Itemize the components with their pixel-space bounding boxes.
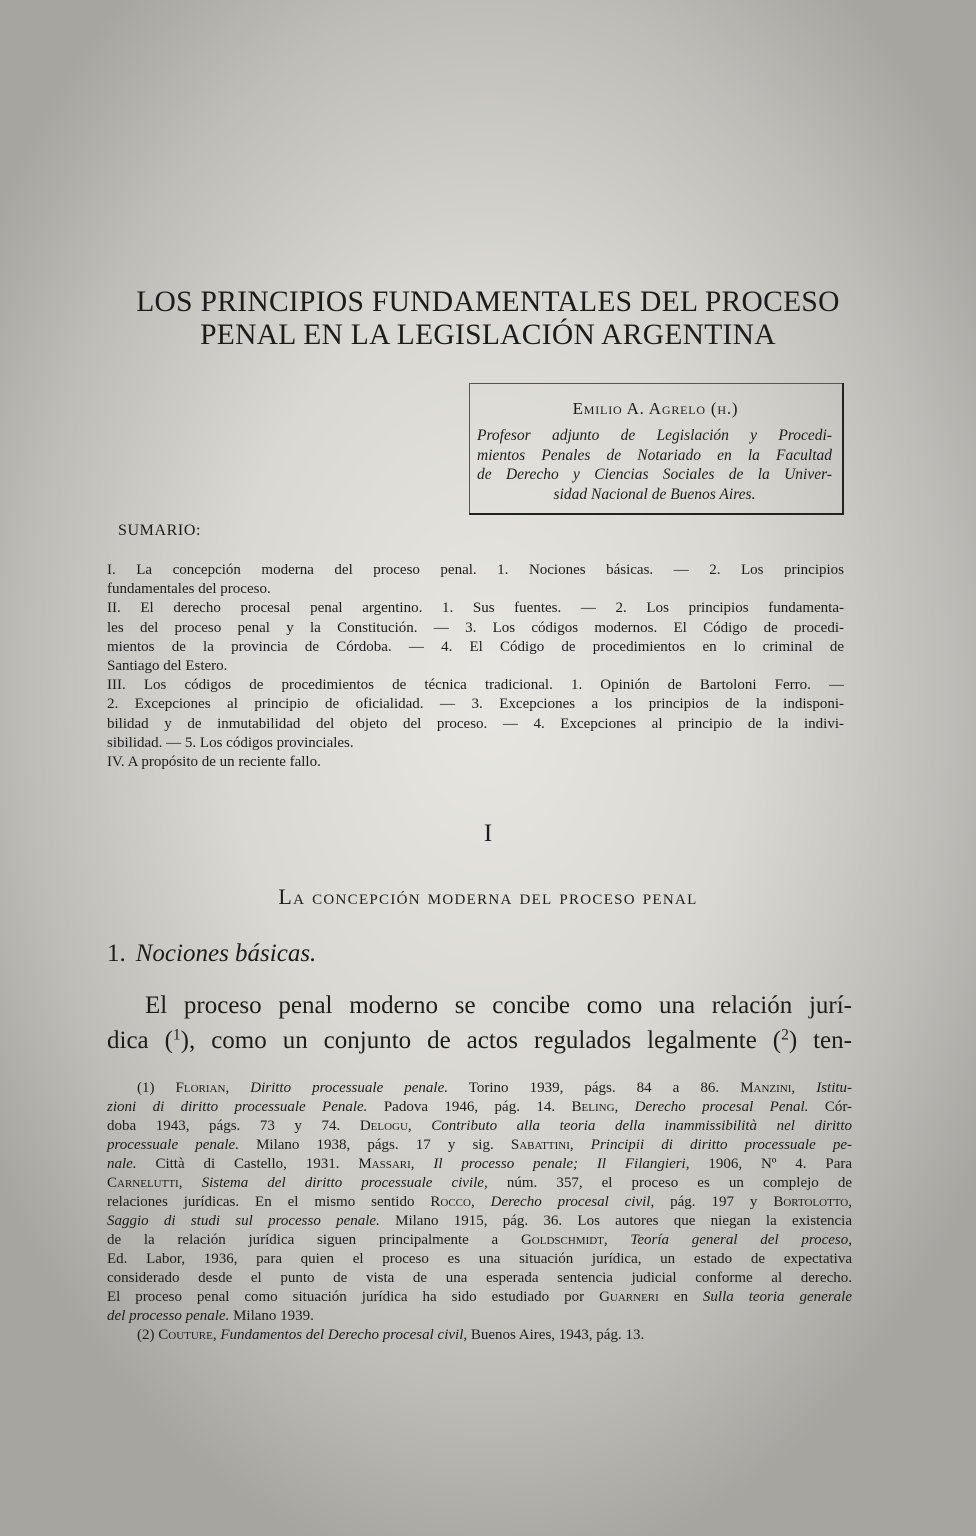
work-ref: Il processo penale; Il Filangieri, bbox=[433, 1156, 690, 1172]
sumario-line: sibilidad. — 5. Los códigos provinciales. bbox=[107, 734, 354, 751]
footnote-line bbox=[107, 1079, 852, 1098]
sumario-line: les del proceso penal y la Constitución. — 3. Los códigos modernos. El Código de procedi- bbox=[107, 619, 844, 636]
body-text-run: dica ( bbox=[107, 1027, 173, 1054]
work-ref: processuale penale. bbox=[107, 1137, 239, 1153]
body-line bbox=[107, 1023, 852, 1058]
footnote-line bbox=[107, 1174, 852, 1193]
affiliation-line: mientos Penales de Notariado en la Facultad bbox=[477, 446, 832, 464]
sumario-line: I. La concepción moderna del proceso penal. 1. Nociones básicas. — 2. Los principios bbox=[107, 562, 844, 578]
footnote-line bbox=[107, 1288, 852, 1307]
work-ref: nale. bbox=[107, 1156, 137, 1172]
text-run: Cór- bbox=[824, 1099, 853, 1115]
author-ref: Bortolotto, bbox=[773, 1194, 852, 1210]
section-number: I bbox=[483, 820, 493, 847]
title-line-2: PENAL EN LA LEGISLACIÓN ARGENTINA bbox=[200, 319, 776, 351]
sumario-line: 2. Excepciones al principio de oficialidad. — 3. Excepciones a los principios de la indisponi- bbox=[107, 696, 844, 713]
footnote-ref: 2 bbox=[781, 1026, 789, 1044]
affiliation-line: de Derecho y Ciencias Sociales de la Univer- bbox=[477, 466, 832, 483]
author-ref: Goldschmidt, bbox=[520, 1232, 608, 1248]
work-ref: Contributo alla teoria della inammissibilità nel diritto bbox=[431, 1118, 853, 1134]
sumario-line: II. El derecho procesal penal argentino. 1. Sus fuentes. — 2. Los principios fundamenta- bbox=[107, 600, 844, 617]
text-run: en bbox=[673, 1289, 688, 1305]
author-ref: Carnelutti, bbox=[107, 1175, 183, 1191]
work-ref: Principii di diritto processuale pe- bbox=[590, 1137, 853, 1153]
text-run: Milano 1939. bbox=[233, 1308, 314, 1324]
footnote-line: Ed. Labor, 1936, para quien el proceso es una situación jurídica, un estado de expectativa bbox=[107, 1251, 852, 1267]
footnote-marker: (1) bbox=[137, 1080, 155, 1096]
text-run: de la relación jurídica siguen principalmente a bbox=[107, 1232, 499, 1248]
affiliation-line: Profesor adjunto de Legislación y Procedi- bbox=[477, 427, 832, 444]
footnote-line bbox=[107, 1098, 852, 1117]
author-name: Emilio A. Agrelo (h.) bbox=[572, 399, 739, 418]
work-ref: Fundamentos del Derecho procesal civil, bbox=[220, 1327, 468, 1343]
sumario-line: IV. A propósito de un reciente fallo. bbox=[107, 754, 321, 771]
sumario-label: SUMARIO: bbox=[118, 522, 202, 539]
text-run: relaciones jurídicas. En el mismo sentido bbox=[107, 1194, 415, 1210]
work-ref: Teoría general del proceso, bbox=[630, 1232, 853, 1248]
sumario-line: Santiago del Estero. bbox=[107, 658, 228, 675]
footnote-line bbox=[107, 1193, 852, 1212]
footnote-line: considerado desde el punto de vista de una esperada sentencia judicial conforme al derecho. bbox=[107, 1270, 852, 1286]
subsection-title: Nociones básicas. bbox=[135, 940, 317, 967]
author-ref: Rocco, bbox=[430, 1194, 475, 1210]
work-ref: Sistema del diritto processuale civile, bbox=[201, 1175, 488, 1191]
sumario-line: fundamentales del proceso. bbox=[107, 581, 271, 598]
author-affiliation bbox=[477, 426, 832, 504]
work-ref: Derecho procesal civil, bbox=[490, 1194, 655, 1210]
work-ref: zioni di diritto processuale Penale. bbox=[107, 1099, 368, 1115]
author-ref: Guarneri bbox=[599, 1289, 659, 1305]
subsection-heading bbox=[107, 940, 316, 968]
text-run: Città di Castello, 1931. bbox=[155, 1156, 340, 1172]
work-ref: del processo penale. bbox=[107, 1308, 230, 1324]
sumario-line: III. Los códigos de procedimientos de técnica tradicional. 1. Opinión de Bartoloni Ferro. — bbox=[107, 677, 844, 694]
work-ref: Derecho procesal Penal. bbox=[634, 1099, 809, 1115]
text-run: Buenos Aires, 1943, pág. 13. bbox=[470, 1327, 645, 1343]
author-ref: Delogu, bbox=[359, 1118, 412, 1134]
author-ref: Sabattini, bbox=[510, 1137, 574, 1153]
article-title bbox=[90, 286, 886, 352]
footnote-line bbox=[107, 1326, 852, 1345]
work-ref: Saggio di studi sul processo penale. bbox=[107, 1213, 380, 1229]
text-run: Milano 1938, págs. 17 y sig. bbox=[256, 1137, 494, 1153]
footnote-line bbox=[107, 1155, 852, 1174]
author-ref: Massari, bbox=[358, 1156, 415, 1172]
text-run: pág. 197 y bbox=[670, 1194, 758, 1210]
work-ref: Istitu- bbox=[816, 1080, 853, 1096]
author-ref: Manzini, bbox=[740, 1080, 796, 1096]
sumario-line: bilidad y de inmutabilidad del objeto del proceso. — 4. Excepciones al principio de la indivi- bbox=[107, 715, 844, 732]
text-run: Torino 1939, págs. 84 a 86. bbox=[468, 1080, 720, 1096]
text-run: Padova 1946, pág. 14. bbox=[383, 1099, 556, 1115]
work-ref: Diritto processuale penale. bbox=[250, 1080, 448, 1096]
footnote-line bbox=[107, 1231, 852, 1250]
text-run: El proceso penal como situación jurídica ha sido estudiado por bbox=[107, 1289, 585, 1305]
author-ref: Couture, bbox=[158, 1327, 217, 1343]
work-ref: Sulla teoria generale bbox=[702, 1289, 852, 1305]
author-box bbox=[469, 383, 844, 515]
author-ref: Florian, bbox=[175, 1080, 230, 1096]
affiliation-line: sidad Nacional de Buenos Aires. bbox=[553, 485, 756, 503]
body-paragraph bbox=[107, 988, 852, 1058]
text-run: Milano 1915, pág. 36. Los autores que niegan la existencia bbox=[395, 1213, 852, 1229]
body-text-run: ), como un conjunto de actos regulados legalmente ( bbox=[180, 1027, 782, 1054]
footnote-line bbox=[107, 1136, 852, 1155]
sumario-line: mientos de la provincia de Córdoba. — 4. El Código de procedimientos en lo criminal de bbox=[107, 638, 844, 655]
footnote-line bbox=[107, 1212, 852, 1231]
footnotes bbox=[107, 1079, 852, 1345]
footnote-ref: 1 bbox=[172, 1026, 181, 1044]
footnote-marker: (2) bbox=[137, 1327, 155, 1343]
title-line-1: LOS PRINCIPIOS FUNDAMENTALES DEL PROCESO bbox=[136, 286, 840, 318]
body-line: El proceso penal moderno se concibe como una relación jurí- bbox=[145, 992, 852, 1019]
footnote-line bbox=[107, 1307, 852, 1326]
text-run: doba 1943, págs. 73 y 74. bbox=[107, 1118, 341, 1134]
sumario-list bbox=[107, 561, 844, 772]
footnote-line bbox=[107, 1117, 852, 1136]
author-ref: Beling, bbox=[571, 1099, 619, 1115]
text-run: 1906, Nº 4. Para bbox=[708, 1156, 853, 1172]
text-run: núm. 357, el proceso es un complejo de bbox=[506, 1175, 853, 1191]
section-title: La concepción moderna del proceso penal bbox=[278, 884, 698, 909]
subsection-number: 1. bbox=[107, 940, 126, 967]
body-text-run: ) ten- bbox=[788, 1027, 852, 1054]
